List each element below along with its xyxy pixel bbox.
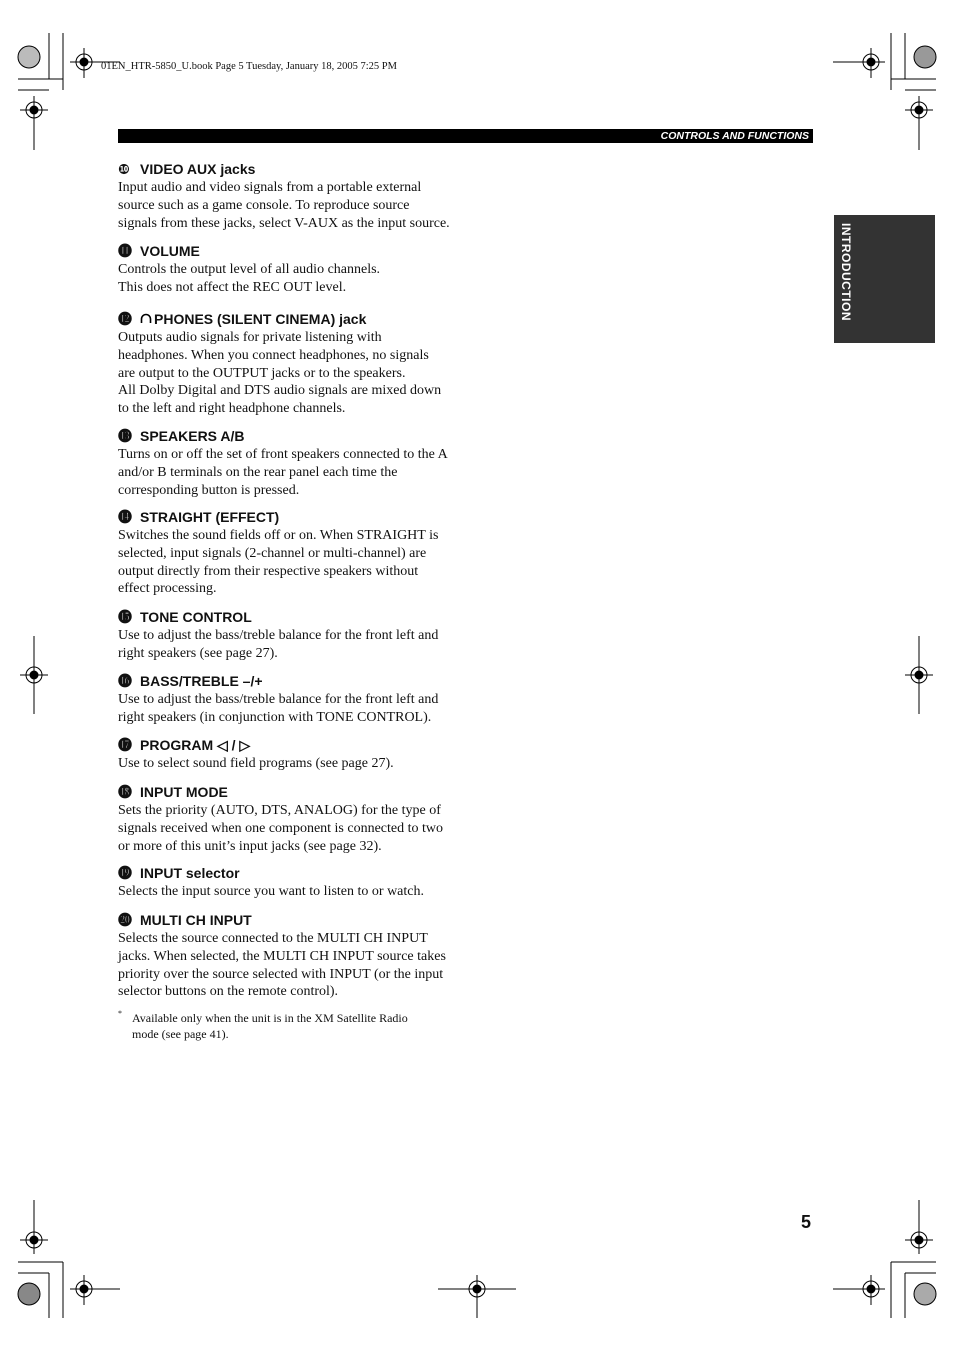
item-text-line: and/or B terminals on the rear panel each time the xyxy=(118,464,398,480)
item-text-line: selected, input signals (2-channel or multi-channel) are xyxy=(118,545,427,561)
item-text-line: output directly from their respective speakers without xyxy=(118,563,419,579)
item-heading xyxy=(118,864,463,883)
item-number: ⓬ xyxy=(118,312,132,328)
item-number: ⓮ xyxy=(118,510,132,526)
item-heading xyxy=(118,508,463,527)
item-title: TONE CONTROL xyxy=(140,609,252,625)
item-number: ⓳ xyxy=(118,866,132,882)
item-number: ⓱ xyxy=(118,738,132,754)
item-title: BASS/TREBLE –/+ xyxy=(140,673,263,689)
item-section xyxy=(118,508,463,598)
item-text-line: signals received when one component is connected to two xyxy=(118,820,444,836)
item-text-line: jacks. When selected, the MULTI CH INPUT source takes xyxy=(118,948,446,964)
item-text-line: headphones. When you connect headphones, no signals xyxy=(118,347,429,363)
item-text-line: Use to adjust the bass/treble balance for the front left and xyxy=(118,628,439,643)
item-section xyxy=(118,310,463,418)
item-text-line: effect processing. xyxy=(118,581,217,597)
item-text-line: corresponding button is pressed. xyxy=(118,482,300,498)
item-number: ❿ xyxy=(118,162,130,178)
item-section xyxy=(118,427,463,499)
item-heading xyxy=(118,310,463,329)
item-heading xyxy=(118,736,463,755)
item-text-line: priority over the source selected with INPUT (or the input xyxy=(118,966,444,982)
item-text-line: Controls the output level of all audio channels. xyxy=(118,262,381,277)
item-text-line: selector buttons on the remote control). xyxy=(118,984,339,1000)
item-text-line: Outputs audio signals for private listening with xyxy=(118,330,382,345)
item-text-line: Sets the priority (AUTO, DTS, ANALOG) for the type of xyxy=(118,803,441,818)
side-tab-label: INTRODUCTION xyxy=(839,223,853,321)
section-header-bar xyxy=(118,129,813,143)
item-text-line: Input audio and video signals from a portable external xyxy=(118,180,422,195)
item-text-line: right speakers (in conjunction with TONE CONTROL). xyxy=(118,709,432,725)
item-number: ⓲ xyxy=(118,785,132,801)
item-section xyxy=(118,242,463,297)
item-heading xyxy=(118,911,463,930)
item-heading xyxy=(118,242,463,261)
side-tab xyxy=(834,215,935,343)
item-text-line: Switches the sound fields off or on. When STRAIGHT is xyxy=(118,528,439,543)
item-section xyxy=(118,672,463,727)
item-number: ⓰ xyxy=(118,674,132,690)
item-title: VIDEO AUX jacks xyxy=(140,161,256,177)
footnote-mark: * xyxy=(118,1009,122,1018)
item-text-line: signals from these jacks, select V-AUX as the input source. xyxy=(118,215,450,231)
item-number: ⓴ xyxy=(118,913,132,929)
item-title: INPUT MODE xyxy=(140,784,228,800)
item-text-line: Use to adjust the bass/treble balance for the front left and xyxy=(118,692,439,707)
item-text-line: Turns on or off the set of front speakers connected to the A xyxy=(118,447,448,462)
item-title: PHONES (SILENT CINEMA) jack xyxy=(154,311,367,327)
item-text-line: to the left and right headphone channels. xyxy=(118,401,346,417)
item-title: STRAIGHT (EFFECT) xyxy=(140,509,280,525)
footnote-line: mode (see page 41). xyxy=(132,1027,229,1041)
item-number: ⓯ xyxy=(118,610,132,626)
registration-mark-icon xyxy=(18,33,63,90)
item-text-line: Selects the input source you want to listen to or watch. xyxy=(118,884,424,899)
item-title: VOLUME xyxy=(140,243,200,259)
item-title: INPUT selector xyxy=(140,865,240,881)
item-number: ⓭ xyxy=(118,429,132,445)
item-heading xyxy=(118,427,463,446)
item-section xyxy=(118,736,463,773)
item-text-line: Selects the source connected to the MULTI CH INPUT xyxy=(118,931,428,946)
item-text-line: source such as a game console. To reproduce source xyxy=(118,197,410,213)
item-section xyxy=(118,911,463,1001)
item-title: PROGRAM ◁ / ▷ xyxy=(140,737,251,753)
item-text-line: Use to select sound field programs (see page 27). xyxy=(118,756,394,771)
print-slug: 01EN_HTR-5850_U.book Page 5 Tuesday, January 18, 2005 7:25 PM xyxy=(101,61,397,72)
item-title: SPEAKERS A/B xyxy=(140,428,245,444)
footnote-line: Available only when the unit is in the XM Satellite Radio xyxy=(132,1011,408,1025)
footnote xyxy=(118,1010,408,1042)
page-number: 5 xyxy=(801,1212,812,1232)
item-section xyxy=(118,864,463,901)
headphones-icon xyxy=(140,310,154,329)
item-heading xyxy=(118,783,463,802)
item-section xyxy=(118,160,463,232)
item-text-line: This does not affect the REC OUT level. xyxy=(118,279,347,295)
item-text-line: right speakers (see page 27). xyxy=(118,645,278,661)
item-number: ⓫ xyxy=(118,244,132,260)
item-heading xyxy=(118,672,463,691)
item-title: MULTI CH INPUT xyxy=(140,912,252,928)
item-heading xyxy=(118,608,463,627)
item-section xyxy=(118,783,463,855)
item-text-line: are output to the OUTPUT jacks or to the speakers. xyxy=(118,365,406,381)
item-heading xyxy=(118,160,463,179)
item-text-line: All Dolby Digital and DTS audio signals are mixed down xyxy=(118,383,442,399)
item-text-line: or more of this unit’s input jacks (see page 32). xyxy=(118,838,382,854)
item-section xyxy=(118,608,463,663)
section-header: CONTROLS AND FUNCTIONS xyxy=(660,130,809,142)
